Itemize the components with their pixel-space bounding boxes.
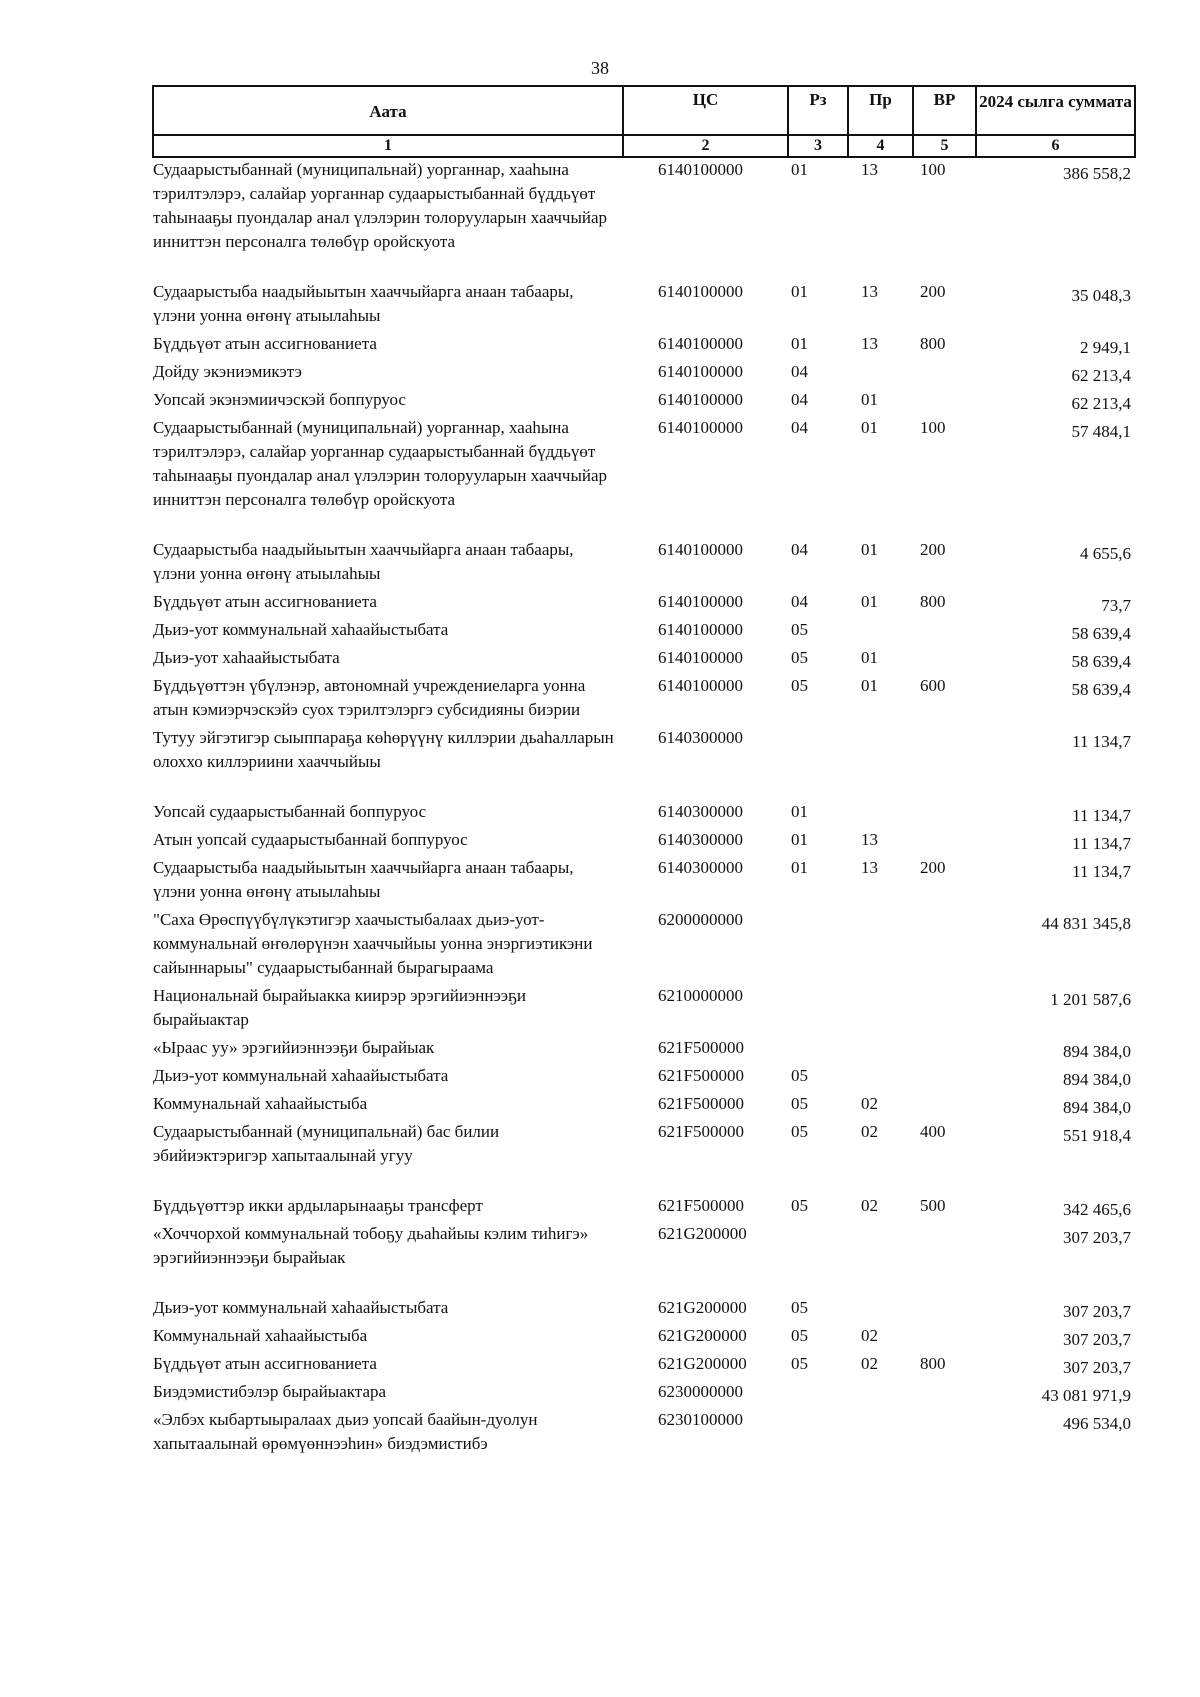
header-cs: ЦС	[623, 86, 788, 135]
row-pr-code: 02	[861, 1122, 878, 1141]
column-number: 6	[976, 135, 1135, 157]
row-cs-code: 621F500000	[658, 1196, 744, 1215]
row-vr-code	[913, 1222, 976, 1296]
row-pr-code: 02	[861, 1326, 878, 1345]
row-sum: 496 534,0	[1063, 1414, 1131, 1433]
row-vr-code	[913, 388, 976, 416]
row-sum: 11 134,7	[1072, 732, 1131, 751]
row-rz-code: 05	[791, 1326, 808, 1345]
table-row	[153, 828, 1135, 856]
row-pr-code: 13	[861, 858, 878, 877]
row-vr-code: 100	[920, 160, 946, 179]
row-pr-code: 01	[861, 390, 878, 409]
row-cs-code: 6210000000	[658, 986, 743, 1005]
row-rz-code: 04	[791, 540, 808, 559]
table-row	[153, 800, 1135, 828]
row-rz-code: 05	[791, 1354, 808, 1373]
row-sum: 307 203,7	[1063, 1228, 1131, 1247]
table-row	[153, 280, 1135, 332]
row-vr-code	[913, 1408, 976, 1460]
row-vr-code: 500	[920, 1196, 946, 1215]
row-vr-code: 400	[920, 1122, 946, 1141]
row-vr-code: 100	[920, 418, 946, 437]
row-vr-code: 800	[920, 334, 946, 353]
row-sum: 11 134,7	[1072, 834, 1131, 853]
row-name: Коммунальнай хаһаайыстыба	[153, 1326, 368, 1345]
table-row	[153, 1120, 1135, 1194]
row-vr-code: 200	[920, 282, 946, 301]
row-rz-code: 01	[791, 334, 808, 353]
table-row	[153, 416, 1135, 538]
row-cs-code: 621G200000	[658, 1224, 747, 1243]
row-vr-code	[913, 1380, 976, 1408]
row-name: Дойду экэниэмикэтэ	[153, 362, 302, 381]
table-row	[153, 590, 1135, 618]
table-row	[153, 984, 1135, 1036]
row-sum: 894 384,0	[1063, 1098, 1131, 1117]
row-vr-code	[913, 800, 976, 828]
row-vr-code: 600	[920, 676, 946, 695]
row-cs-code: 6140100000	[658, 418, 743, 437]
table-row	[153, 646, 1135, 674]
row-vr-code	[913, 618, 976, 646]
column-number-row	[153, 135, 1135, 157]
row-name: «Элбэх кыбартыыралаах дьиэ уопсай баайын-дуолун хапытаалынай өрөмүөннээһин» биэдэмистибэ	[153, 1410, 538, 1453]
row-cs-code: 6140300000	[658, 728, 743, 747]
row-rz-code: 05	[791, 648, 808, 667]
table-row	[153, 1380, 1135, 1408]
row-vr-code: 800	[920, 592, 946, 611]
row-rz-code	[788, 1222, 848, 1296]
row-rz-code	[788, 726, 848, 800]
column-number: 5	[913, 135, 976, 157]
column-number: 2	[623, 135, 788, 157]
row-name: Бүддьүөттэн үбүлэнэр, автономнай учреждениеларга уонна атын кэмиэрчэскэйэ суох тэрилтэлэргэ субсидияны биэрии	[153, 676, 586, 719]
row-cs-code: 6140100000	[658, 160, 743, 179]
row-vr-code: 200	[920, 858, 946, 877]
row-name: Тутуу эйгэтигэр сыыппараҕа көһөрүүнү киллэрии дьаһалларын олоххо киллэриини хааччыйыы	[153, 728, 614, 771]
column-number: 4	[848, 135, 913, 157]
row-sum: 342 465,6	[1063, 1200, 1131, 1219]
table-row	[153, 856, 1135, 908]
row-rz-code: 01	[791, 160, 808, 179]
row-pr-code: 13	[861, 160, 878, 179]
header-vr: ВР	[913, 86, 976, 135]
row-pr-code	[848, 618, 913, 646]
row-cs-code: 6230000000	[658, 1382, 743, 1401]
row-rz-code	[788, 1408, 848, 1460]
row-sum: 11 134,7	[1072, 806, 1131, 825]
row-name: Уопсай экэнэмиичэскэй боппуруос	[153, 390, 406, 409]
row-pr-code	[848, 908, 913, 984]
row-sum: 44 831 345,8	[1041, 914, 1131, 933]
row-pr-code: 01	[861, 648, 878, 667]
row-rz-code: 05	[791, 1298, 808, 1317]
row-rz-code: 01	[791, 802, 808, 821]
row-cs-code: 6140100000	[658, 620, 743, 639]
table-row	[153, 332, 1135, 360]
table-row	[153, 1036, 1135, 1064]
row-cs-code: 6140100000	[658, 334, 743, 353]
row-rz-code: 05	[791, 620, 808, 639]
table-row	[153, 538, 1135, 590]
table-row	[153, 1194, 1135, 1222]
table-body	[153, 157, 1135, 1460]
row-pr-code	[848, 360, 913, 388]
row-cs-code: 6140100000	[658, 648, 743, 667]
row-sum: 894 384,0	[1063, 1042, 1131, 1061]
row-pr-code	[848, 726, 913, 800]
row-vr-code	[913, 1036, 976, 1064]
row-cs-code: 6140300000	[658, 858, 743, 877]
row-rz-code: 04	[791, 390, 808, 409]
row-name: Дьиэ-уот хаһаайыстыбата	[153, 648, 340, 667]
row-name: Дьиэ-уот коммунальнай хаһаайыстыбата	[153, 1298, 449, 1317]
row-vr-code	[913, 1324, 976, 1352]
row-rz-code: 05	[791, 1066, 808, 1085]
row-pr-code: 13	[861, 334, 878, 353]
row-rz-code: 01	[791, 858, 808, 877]
row-sum: 1 201 587,6	[1050, 990, 1131, 1009]
row-rz-code: 01	[791, 830, 808, 849]
row-vr-code	[913, 360, 976, 388]
row-cs-code: 6140100000	[658, 592, 743, 611]
row-vr-code	[913, 828, 976, 856]
table-row	[153, 1064, 1135, 1092]
row-cs-code: 6140100000	[658, 362, 743, 381]
row-vr-code	[913, 1296, 976, 1324]
row-rz-code: 05	[791, 676, 808, 695]
row-cs-code: 621F500000	[658, 1066, 744, 1085]
row-pr-code: 01	[861, 540, 878, 559]
row-cs-code: 6140100000	[658, 676, 743, 695]
row-cs-code: 6230100000	[658, 1410, 743, 1429]
row-cs-code: 6140100000	[658, 540, 743, 559]
row-cs-code: 621F500000	[658, 1122, 744, 1141]
column-number: 1	[153, 135, 623, 157]
row-pr-code	[848, 1380, 913, 1408]
table-row	[153, 908, 1135, 984]
table-row	[153, 618, 1135, 646]
row-name: Бүддьүөт атын ассигнованиета	[153, 592, 377, 611]
row-name: Судаарыстыбаннай (муниципальнай) уорганнар, хааһына тэрилтэлэрэ, салайар уорганнар судаарыстыбаннай бүддьүөт таһынааҕы пуондалар анал үлэлэрин толорууларын хааччыйар инниттэн персоналга төлөбүр оройскуота	[153, 160, 608, 251]
table-row	[153, 157, 1135, 280]
table-row	[153, 1222, 1135, 1296]
row-sum: 43 081 971,9	[1041, 1386, 1131, 1405]
table-row	[153, 388, 1135, 416]
row-sum: 58 639,4	[1071, 624, 1131, 643]
table-row	[153, 674, 1135, 726]
row-name: «Хоччорхой коммунальнай тобоҕу дьаһайыы кэлим тиһигэ» эрэгийиэннээҕи бырайыак	[153, 1224, 589, 1267]
row-rz-code: 04	[791, 592, 808, 611]
row-pr-code: 02	[861, 1196, 878, 1215]
header-rz: Рз	[788, 86, 848, 135]
row-rz-code: 05	[791, 1196, 808, 1215]
row-name: "Саха Өрөспүүбүлүкэтигэр хаачыстыбалаах дьиэ-уот-коммунальнай өҥөлөрүнэн хааччыйыы уонна энэргиэтикэни сайыннарыы" судаарыстыбаннай бырагыраама	[153, 910, 593, 977]
row-pr-code: 01	[861, 418, 878, 437]
row-name: Уопсай судаарыстыбаннай боппуруос	[153, 802, 427, 821]
row-cs-code: 621G200000	[658, 1298, 747, 1317]
row-name: Национальнай бырайыакка киирэр эрэгийиэннээҕи бырайыактар	[153, 986, 526, 1029]
row-rz-code: 01	[791, 282, 808, 301]
row-rz-code: 05	[791, 1122, 808, 1141]
table-row	[153, 360, 1135, 388]
row-name: Бүддьүөт атын ассигнованиета	[153, 334, 377, 353]
row-name: Бүддьүөттэр икки ардыларынааҕы трансферт	[153, 1196, 483, 1215]
row-sum: 2 949,1	[1080, 338, 1131, 357]
table-row	[153, 1408, 1135, 1460]
row-sum: 58 639,4	[1071, 680, 1131, 699]
row-rz-code	[788, 908, 848, 984]
row-sum: 11 134,7	[1072, 862, 1131, 881]
row-pr-code: 02	[861, 1094, 878, 1113]
row-pr-code: 01	[861, 676, 878, 695]
row-rz-code: 05	[791, 1094, 808, 1113]
row-cs-code: 6200000000	[658, 910, 743, 929]
row-vr-code	[913, 984, 976, 1036]
row-vr-code	[913, 646, 976, 674]
row-name: Биэдэмистибэлэр бырайыактара	[153, 1382, 387, 1401]
row-sum: 894 384,0	[1063, 1070, 1131, 1089]
row-cs-code: 6140300000	[658, 802, 743, 821]
header-pr: Пр	[848, 86, 913, 135]
row-pr-code	[848, 1222, 913, 1296]
row-name: Судаарыстыба наадыйыытын хааччыйарга анаан табаары, үлэни уонна өҥөнү атыылаһыы	[153, 540, 574, 583]
row-sum: 307 203,7	[1063, 1358, 1131, 1377]
page-number: 38	[591, 58, 609, 78]
row-cs-code: 621G200000	[658, 1354, 747, 1373]
row-pr-code	[848, 1036, 913, 1064]
row-pr-code: 13	[861, 282, 878, 301]
row-name: Коммунальнай хаһаайыстыба	[153, 1094, 368, 1113]
row-sum: 73,7	[1101, 596, 1131, 615]
table-header-row	[153, 86, 1135, 135]
row-rz-code	[788, 984, 848, 1036]
row-name: Судаарыстыбаннай (муниципальнай) уорганнар, хааһына тэрилтэлэрэ, салайар уорганнар судаарыстыбаннай бүддьүөт таһынааҕы пуондалар анал үлэлэрин толорууларын хааччыйар инниттэн персоналга төлөбүр оройскуота	[153, 418, 608, 509]
row-sum: 551 918,4	[1063, 1126, 1131, 1145]
row-pr-code: 02	[861, 1354, 878, 1373]
table-row	[153, 726, 1135, 800]
row-sum: 386 558,2	[1063, 164, 1131, 183]
row-name: Дьиэ-уот коммунальнай хаһаайыстыбата	[153, 1066, 449, 1085]
row-name: Судаарыстыба наадыйыытын хааччыйарга анаан табаары, үлэни уонна өҥөнү атыылаһыы	[153, 282, 574, 325]
row-sum: 4 655,6	[1080, 544, 1131, 563]
row-pr-code	[848, 800, 913, 828]
row-vr-code: 200	[920, 540, 946, 559]
row-vr-code	[913, 908, 976, 984]
row-rz-code	[788, 1036, 848, 1064]
row-name: Судаарыстыбаннай (муниципальнай) бас билии эбийиэктэригэр хапытаалынай угуу	[153, 1122, 500, 1165]
table-row	[153, 1296, 1135, 1324]
row-cs-code: 621F500000	[658, 1094, 744, 1113]
table-row	[153, 1352, 1135, 1380]
header-name: Аата	[153, 86, 623, 135]
row-cs-code: 6140100000	[658, 282, 743, 301]
budget-table	[152, 85, 1136, 1460]
row-rz-code: 04	[791, 418, 808, 437]
row-name: Бүддьүөт атын ассигнованиета	[153, 1354, 377, 1373]
row-rz-code: 04	[791, 362, 808, 381]
row-sum: 307 203,7	[1063, 1302, 1131, 1321]
row-vr-code	[913, 1092, 976, 1120]
row-pr-code	[848, 1296, 913, 1324]
row-vr-code	[913, 726, 976, 800]
row-name: «Ыраас уу» эрэгийиэннээҕи бырайыак	[153, 1038, 435, 1057]
row-pr-code: 13	[861, 830, 878, 849]
row-pr-code	[848, 984, 913, 1036]
row-cs-code: 6140300000	[658, 830, 743, 849]
row-cs-code: 6140100000	[658, 390, 743, 409]
row-pr-code: 01	[861, 592, 878, 611]
header-sum: 2024 сылга суммата	[976, 86, 1135, 135]
table-row	[153, 1092, 1135, 1120]
row-cs-code: 621G200000	[658, 1326, 747, 1345]
row-pr-code	[848, 1408, 913, 1460]
row-sum: 307 203,7	[1063, 1330, 1131, 1349]
row-name: Дьиэ-уот коммунальнай хаһаайыстыбата	[153, 620, 449, 639]
row-vr-code	[913, 1064, 976, 1092]
row-sum: 35 048,3	[1071, 286, 1131, 305]
row-vr-code: 800	[920, 1354, 946, 1373]
row-sum: 62 213,4	[1071, 366, 1131, 385]
row-sum: 62 213,4	[1071, 394, 1131, 413]
row-sum: 57 484,1	[1071, 422, 1131, 441]
row-name: Судаарыстыба наадыйыытын хааччыйарга анаан табаары, үлэни уонна өҥөнү атыылаһыы	[153, 858, 574, 901]
row-name: Атын уопсай судаарыстыбаннай боппуруос	[153, 830, 468, 849]
table-row	[153, 1324, 1135, 1352]
row-cs-code: 621F500000	[658, 1038, 744, 1057]
column-number: 3	[788, 135, 848, 157]
row-sum: 58 639,4	[1071, 652, 1131, 671]
row-rz-code	[788, 1380, 848, 1408]
row-pr-code	[848, 1064, 913, 1092]
